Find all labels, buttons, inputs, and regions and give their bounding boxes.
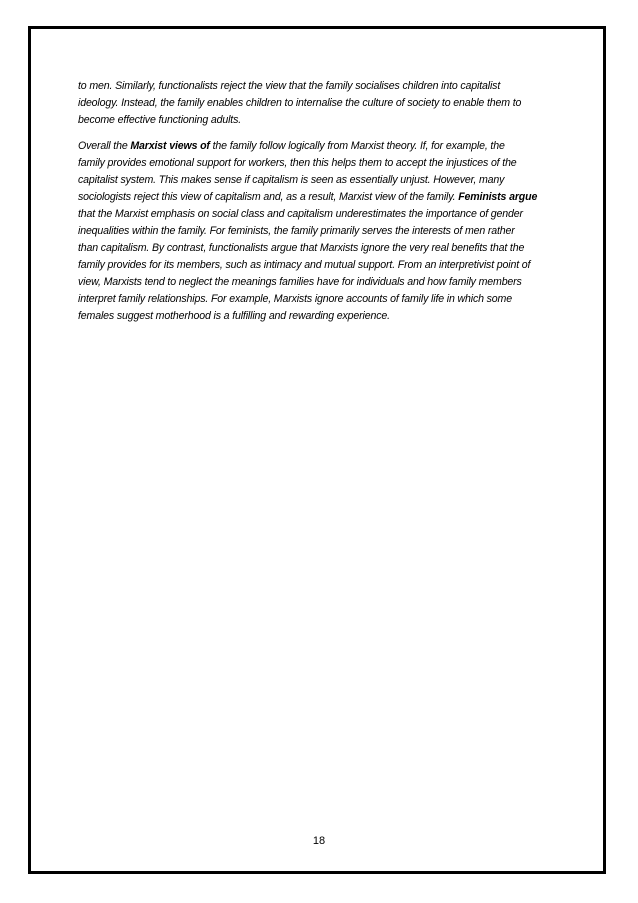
bold-phrase-marxist-views: Marxist views of (130, 140, 210, 152)
text-run: Overall the (78, 140, 131, 152)
text-line: ideology. Instead, the family enables children to internalise the culture of society to enable them to (78, 97, 522, 109)
text-run: sociologists reject this view of capitalism and, as a result, Marxist view of the family. (78, 191, 459, 203)
text-line: family provides emotional support for workers, then this helps them to accept the injustices of the (78, 157, 517, 169)
text-line: capitalist system. This makes sense if capitalism is seen as essentially unjust. However, many (78, 174, 505, 186)
text-line: to men. Similarly, functionalists reject the view that the family socialises children into capitalist (78, 80, 501, 92)
document-body (78, 78, 568, 334)
paragraph-2 (78, 138, 568, 325)
text-line: than capitalism. By contrast, functionalists argue that Marxists ignore the very real benefits that the (78, 242, 525, 254)
text-line: females suggest motherhood is a fulfilling and rewarding experience. (78, 310, 390, 322)
paragraph-1 (78, 78, 568, 129)
text-line: become effective functioning adults. (78, 114, 242, 126)
text-line: that the Marxist emphasis on social class and capitalism underestimates the importance of gender (78, 208, 523, 220)
text-line (78, 189, 568, 206)
text-line: family provides for its members, such as intimacy and mutual support. From an interpretivist point of (78, 259, 531, 271)
text-line: interpret family relationships. For example, Marxists ignore accounts of family life in which some (78, 293, 512, 305)
page-number: 18 (312, 835, 326, 847)
text-line (78, 138, 568, 155)
bold-phrase-feminists-argue: Feminists argue (458, 191, 538, 203)
text-line: view, Marxists tend to neglect the meanings families have for individuals and how family members (78, 276, 522, 288)
text-run: the family follow logically from Marxist theory. If, for example, the (209, 140, 505, 152)
text-line: inequalities within the family. For feminists, the family primarily serves the interests of men rather (78, 225, 515, 237)
